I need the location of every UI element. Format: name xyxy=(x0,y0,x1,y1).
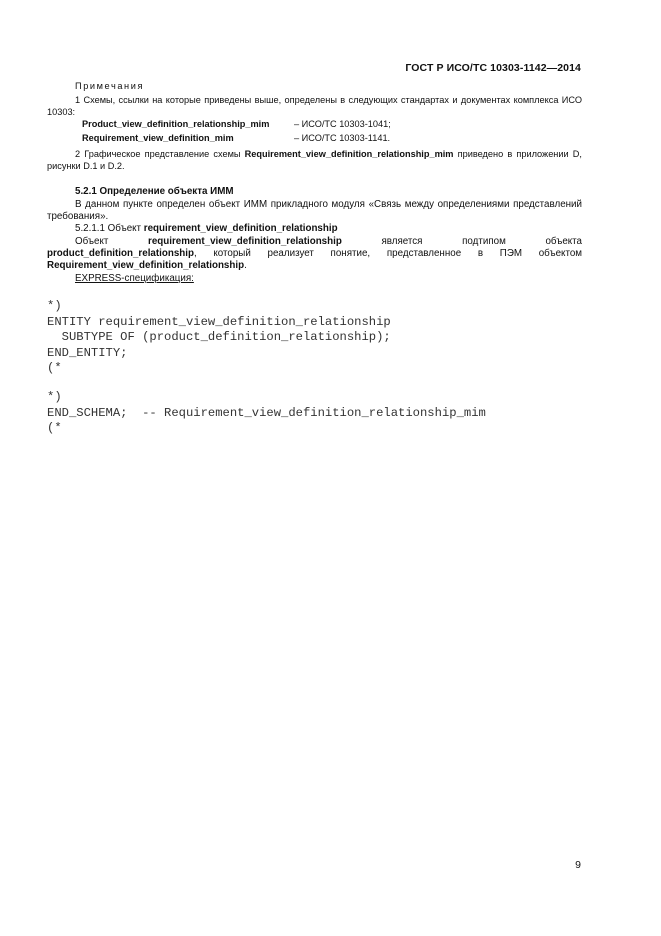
notes-title: Примечания xyxy=(75,81,145,91)
reference-name: Requirement_view_definition_mim xyxy=(82,133,234,143)
pem-object-name: Requirement_view_definition_relationship xyxy=(47,260,245,271)
reference-name: Product_view_definition_relationship_mim xyxy=(82,119,270,129)
express-code-block xyxy=(47,299,391,377)
note-2-text-end: приведено в приложении D, рисунки D.1 и D.2. xyxy=(47,149,582,171)
section-paragraph xyxy=(47,199,582,223)
supertype-name: product_definition_relationship xyxy=(47,248,194,259)
express-code-block xyxy=(47,390,486,437)
code-line: *) xyxy=(47,390,62,404)
note-2-text: 2 Графическое представление схемы xyxy=(75,149,245,159)
note-1 xyxy=(47,94,582,118)
section-paragraph-text: В данном пункте определен объект ИММ прикладного модуля «Связь между определениями представлений требования». xyxy=(47,199,582,222)
express-spec-label: EXPRESS-спецификация: xyxy=(75,273,194,284)
subsection-heading xyxy=(75,223,338,234)
note-2-schema-name: Requirement_view_definition_relationship_mim xyxy=(244,149,454,159)
entity-description-text: является подтипом объекта xyxy=(341,236,582,247)
entity-description-text: Объект xyxy=(75,236,149,247)
code-line: (* xyxy=(47,361,62,375)
code-line: ENTITY requirement_view_definition_relationship xyxy=(47,314,391,329)
entity-description-text: , который реализует понятие, представленное в ПЭМ объектом xyxy=(193,248,582,259)
code-line: SUBTYPE OF (product_definition_relationship); xyxy=(47,330,391,344)
code-line: (* xyxy=(47,421,62,435)
code-line: END_ENTITY; xyxy=(47,345,128,360)
subsection-prefix: 5.2.1.1 Объект xyxy=(75,223,144,234)
code-line: *) xyxy=(47,299,62,313)
note-1-text: 1 Схемы, ссылки на которые приведены выше, определены в следующих стандартах и документах комплекса ИСО 10303: xyxy=(47,95,582,117)
reference-value: – ИСО/ТС 10303-1141. xyxy=(294,133,391,143)
note-2 xyxy=(47,148,582,172)
entity-name: requirement_view_definition_relationship xyxy=(148,236,342,247)
entity-description xyxy=(47,236,582,272)
section-heading: 5.2.1 Определение объекта ИММ xyxy=(75,186,234,197)
document-header: ГОСТ Р ИСО/ТС 10303-1142—2014 xyxy=(405,62,581,74)
entity-description-text: . xyxy=(244,260,247,271)
code-line: END_SCHEMA; -- Requirement_view_definition_relationship_mim xyxy=(47,405,486,420)
reference-value: – ИСО/ТС 10303-1041; xyxy=(294,119,391,129)
subsection-entity-name: requirement_view_definition_relationship xyxy=(143,223,338,234)
page-number: 9 xyxy=(575,859,581,871)
